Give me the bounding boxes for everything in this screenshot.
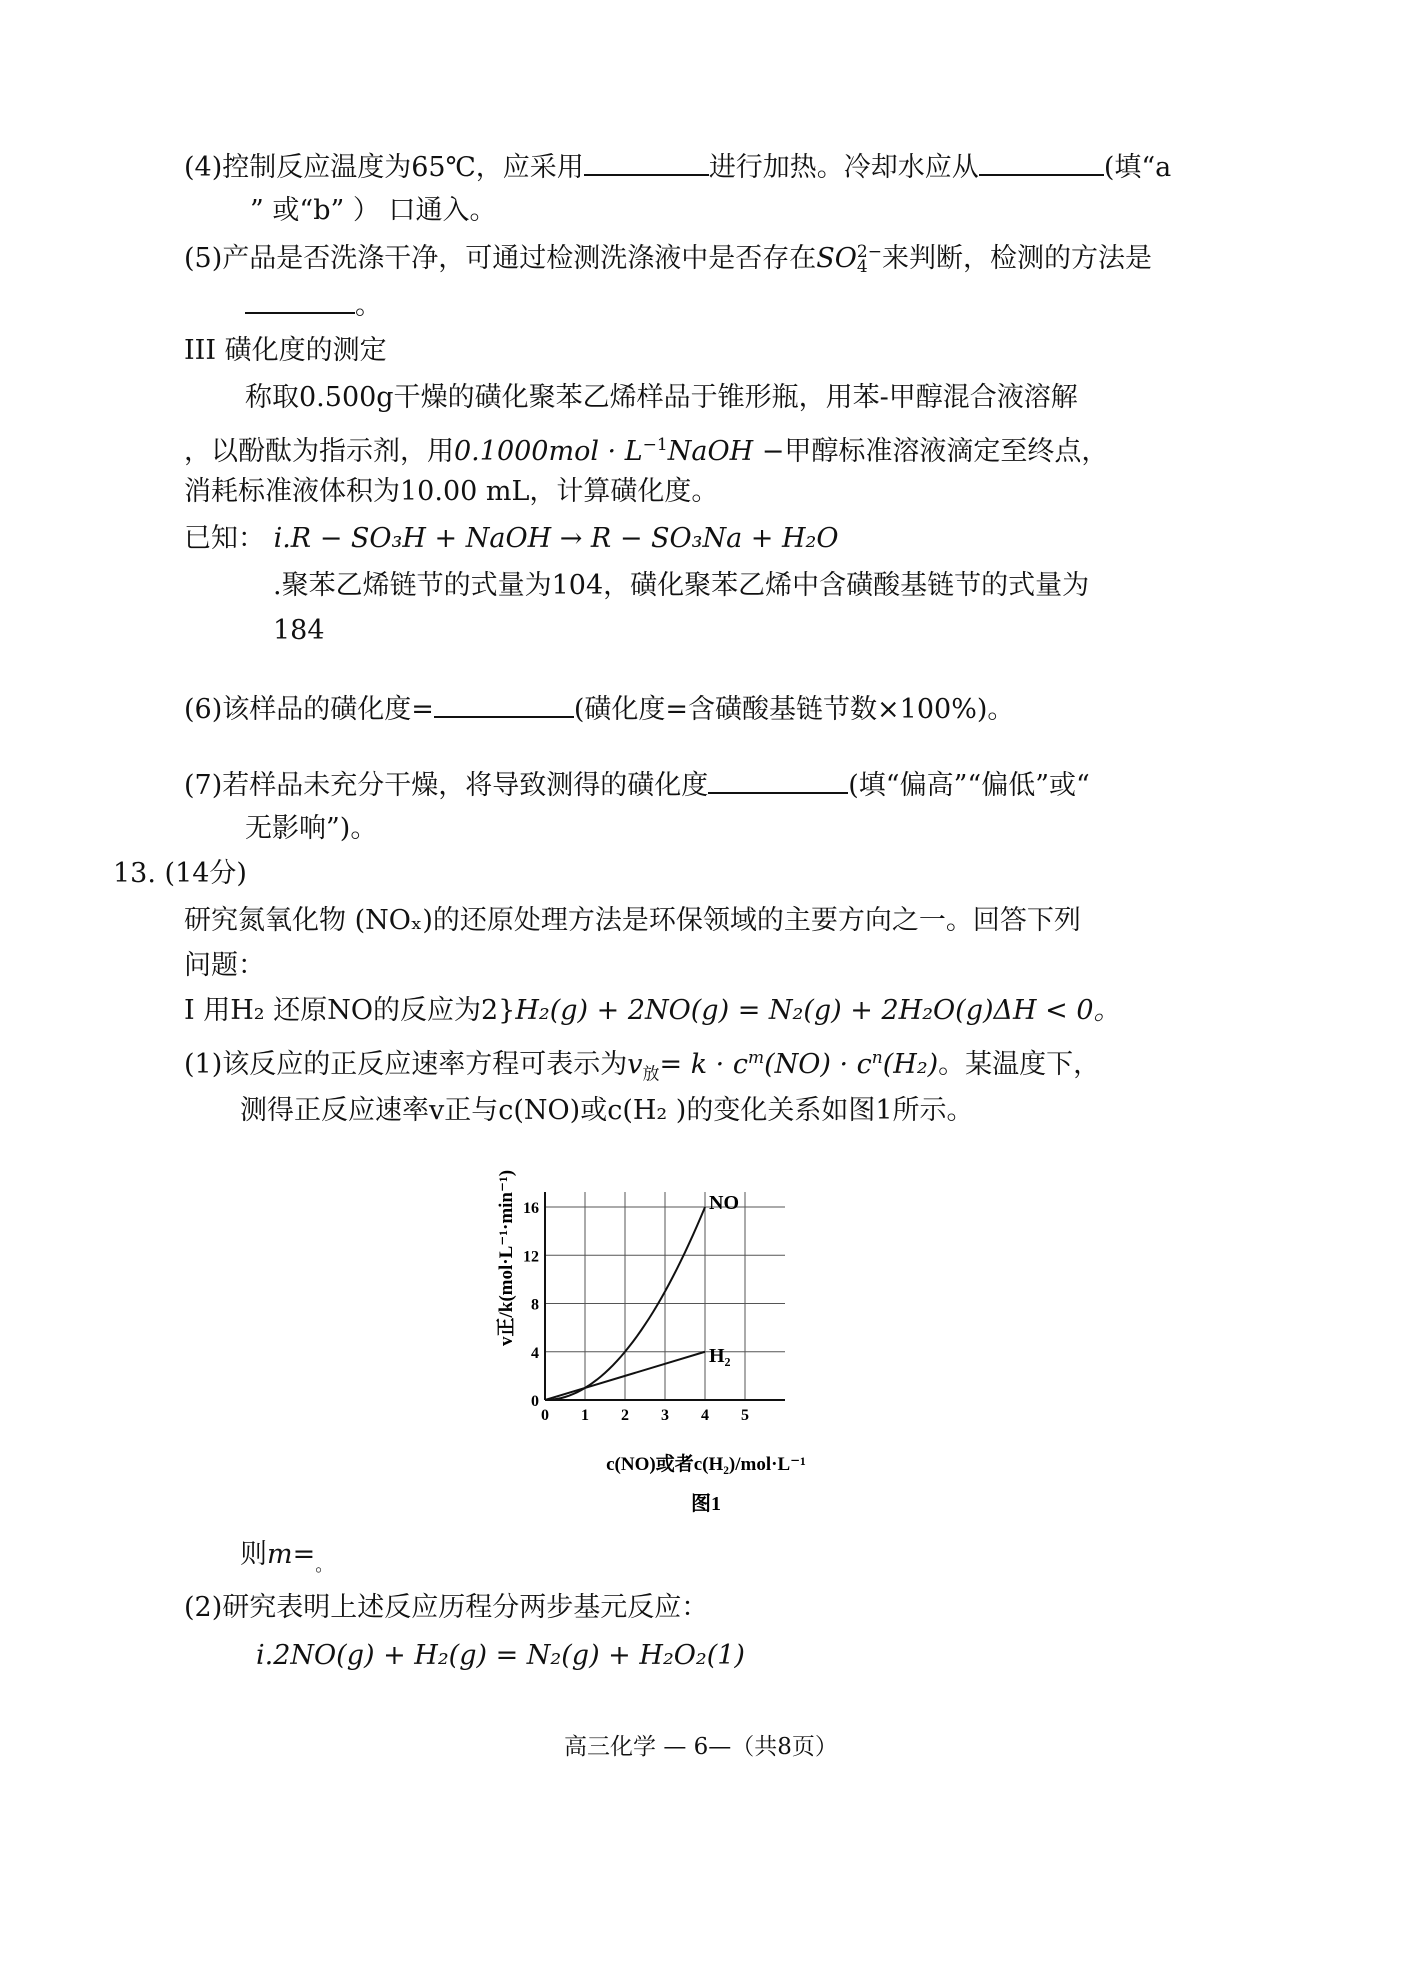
q13-sub2: (2)研究表明上述反应历程分两步基元反应：: [184, 1592, 709, 1623]
y-tick-label: 16: [523, 1200, 539, 1218]
x-tick-label: 5: [741, 1407, 749, 1424]
q5-blank: [245, 286, 355, 314]
y-axis-label: v正/k(mol·L⁻¹·min⁻¹): [496, 1170, 517, 1347]
q13-header: [113, 856, 247, 892]
q13-answer-m: [240, 1537, 333, 1584]
q13-sub1-n: n: [871, 1048, 883, 1068]
q5-line2: [245, 286, 382, 324]
q13-step-i-equation: i.2NO(g) + H₂(g) = N₂(g) + H₂O₂(1): [256, 1640, 745, 1671]
answer-m-end: 。: [315, 1555, 334, 1576]
y-tick-label: 8: [531, 1296, 539, 1314]
q6-text-b: (磺化度=含磺酸基链节数×100%)。: [573, 694, 1015, 725]
q4-text-b: 进行加热。冷却水应从: [708, 152, 979, 183]
q13-part1: [184, 993, 1121, 1029]
q6-text-a: (6)该样品的磺化度=: [184, 694, 434, 725]
q13-sub1-h2: (H₂): [882, 1049, 939, 1080]
q13-sub1: [184, 1040, 1100, 1092]
figure-caption: 图1: [691, 1493, 721, 1515]
q5-text-a: (5)产品是否洗涤干净，可通过检测洗涤液中是否存在: [184, 243, 817, 274]
q13-sub1b: 。某温度下，: [938, 1049, 1101, 1080]
q5-ion-sup: 2−: [856, 241, 882, 262]
answer-m-equals: =: [292, 1539, 316, 1570]
y-tick-label: 12: [523, 1248, 539, 1266]
series-label-no: NO: [709, 1192, 739, 1215]
section3-p2b: 甲醇标准溶液滴定至终点，: [784, 436, 1109, 467]
q6-blank: [434, 690, 574, 718]
q5-line1: [184, 241, 1152, 277]
x-tick-label: 2: [621, 1407, 629, 1424]
q4-blank-2: [979, 148, 1104, 176]
q13-part1a: I 用H₂ 还原NO的反应为2}: [184, 995, 516, 1026]
section3-p1: 称取0.500g干燥的磺化聚苯乙烯样品于锥形瓶，用苯-甲醇混合液溶解: [245, 382, 1078, 413]
answer-m-var: m: [267, 1539, 293, 1570]
section3-p3: 消耗标准液体积为10.00 mL，计算磺化度。: [184, 476, 719, 507]
x-tick-label: 1: [581, 1407, 589, 1424]
x-axis-label: c(NO)或者c(H₂)/mol·L⁻¹: [606, 1454, 806, 1475]
section3-known: [184, 521, 839, 557]
x-tick-label: 3: [661, 1407, 669, 1424]
known-label: 已知：: [184, 523, 265, 554]
chart-series: [545, 1192, 739, 1400]
q13-sub1-m: m: [747, 1048, 765, 1068]
q13-sub1-vsub: 放: [642, 1064, 660, 1085]
known-equation: i.R − SO₃H + NaOH → R − SO₃Na + H₂O: [273, 523, 839, 554]
q13-intro1: 研究氮氧化物 (NOₓ)的还原处理方法是环保领域的主要方向之一。回答下列: [184, 905, 1081, 936]
series-label-h2: H₂: [709, 1344, 731, 1367]
page-footer: 高三化学 — 6—（共8页）: [564, 1734, 838, 1760]
section3-p2-conc: 0.1000mol · L: [454, 436, 643, 467]
q7-text-a: (7)若样品未充分干燥，将导致测得的磺化度: [184, 770, 709, 801]
q7-line1: [184, 766, 1090, 804]
q4-blank-1: [584, 148, 709, 176]
q7-blank: [708, 766, 848, 794]
q13-step-i: [256, 1638, 745, 1674]
q13-intro2: 问题：: [184, 950, 265, 981]
chart-grid: [545, 1192, 785, 1400]
q5-ion: SO: [816, 243, 857, 274]
section3-p2-sup: −1: [642, 435, 668, 455]
q4-line1: [184, 148, 1171, 186]
q13-sub1-v: v: [627, 1049, 643, 1080]
x-tick-label: 4: [701, 1407, 709, 1424]
y-tick-label: 4: [531, 1344, 539, 1362]
y-tick-label: 0: [531, 1393, 539, 1410]
q13-sub1c: 测得正反应速率v正与c(NO)或c(H₂ )的变化关系如图1所示。: [240, 1095, 974, 1126]
q7-text-b: (填“偏高”“偏低”或“: [848, 770, 1090, 801]
q4-text-a: (4)控制反应温度为65℃，应采用: [184, 152, 584, 183]
q5-end: 。: [355, 290, 382, 321]
q13-number: 13.: [113, 858, 156, 889]
q7-line2: 无影响”)。: [245, 813, 378, 844]
section3-known-ii: .聚苯乙烯链节的式量为104，磺化聚苯乙烯中含磺酸基链节的式量为: [273, 570, 1090, 601]
q13-score: (14分): [164, 858, 247, 889]
q6-line: [184, 690, 1014, 728]
x-tick-label: 0: [541, 1407, 549, 1424]
q13-sub1-eq: = k · c: [659, 1049, 748, 1080]
chart-ticks: [523, 1200, 749, 1424]
section3-p2-naoh: NaOH −: [667, 436, 785, 467]
q5-text-b: 来判断，检测的方法是: [881, 243, 1152, 274]
section3-p2: [184, 427, 1108, 470]
section3-known-ii-b: 184: [273, 615, 325, 646]
answer-m-prefix: 则: [240, 1539, 267, 1570]
section3-p2a: ，以酚酞为指示剂，用: [184, 436, 454, 467]
q13-part1-equation: H₂(g) + 2NO(g) = N₂(g) + 2H₂O(g)ΔH < 0。: [515, 995, 1121, 1026]
q13-sub1a: (1)该反应的正反应速率方程可表示为: [184, 1049, 628, 1080]
q4-line2: [250, 193, 496, 229]
q4-text-d: ” 或“b” ） 口通入。: [250, 195, 497, 226]
figure-1-chart: [466, 1170, 944, 1540]
q4-text-c: (填“a: [1103, 152, 1172, 183]
q13-sub1-no: (NO) · c: [764, 1049, 872, 1080]
q5-ion-sub: 4: [856, 256, 868, 277]
section3-title: III 磺化度的测定: [184, 335, 387, 366]
